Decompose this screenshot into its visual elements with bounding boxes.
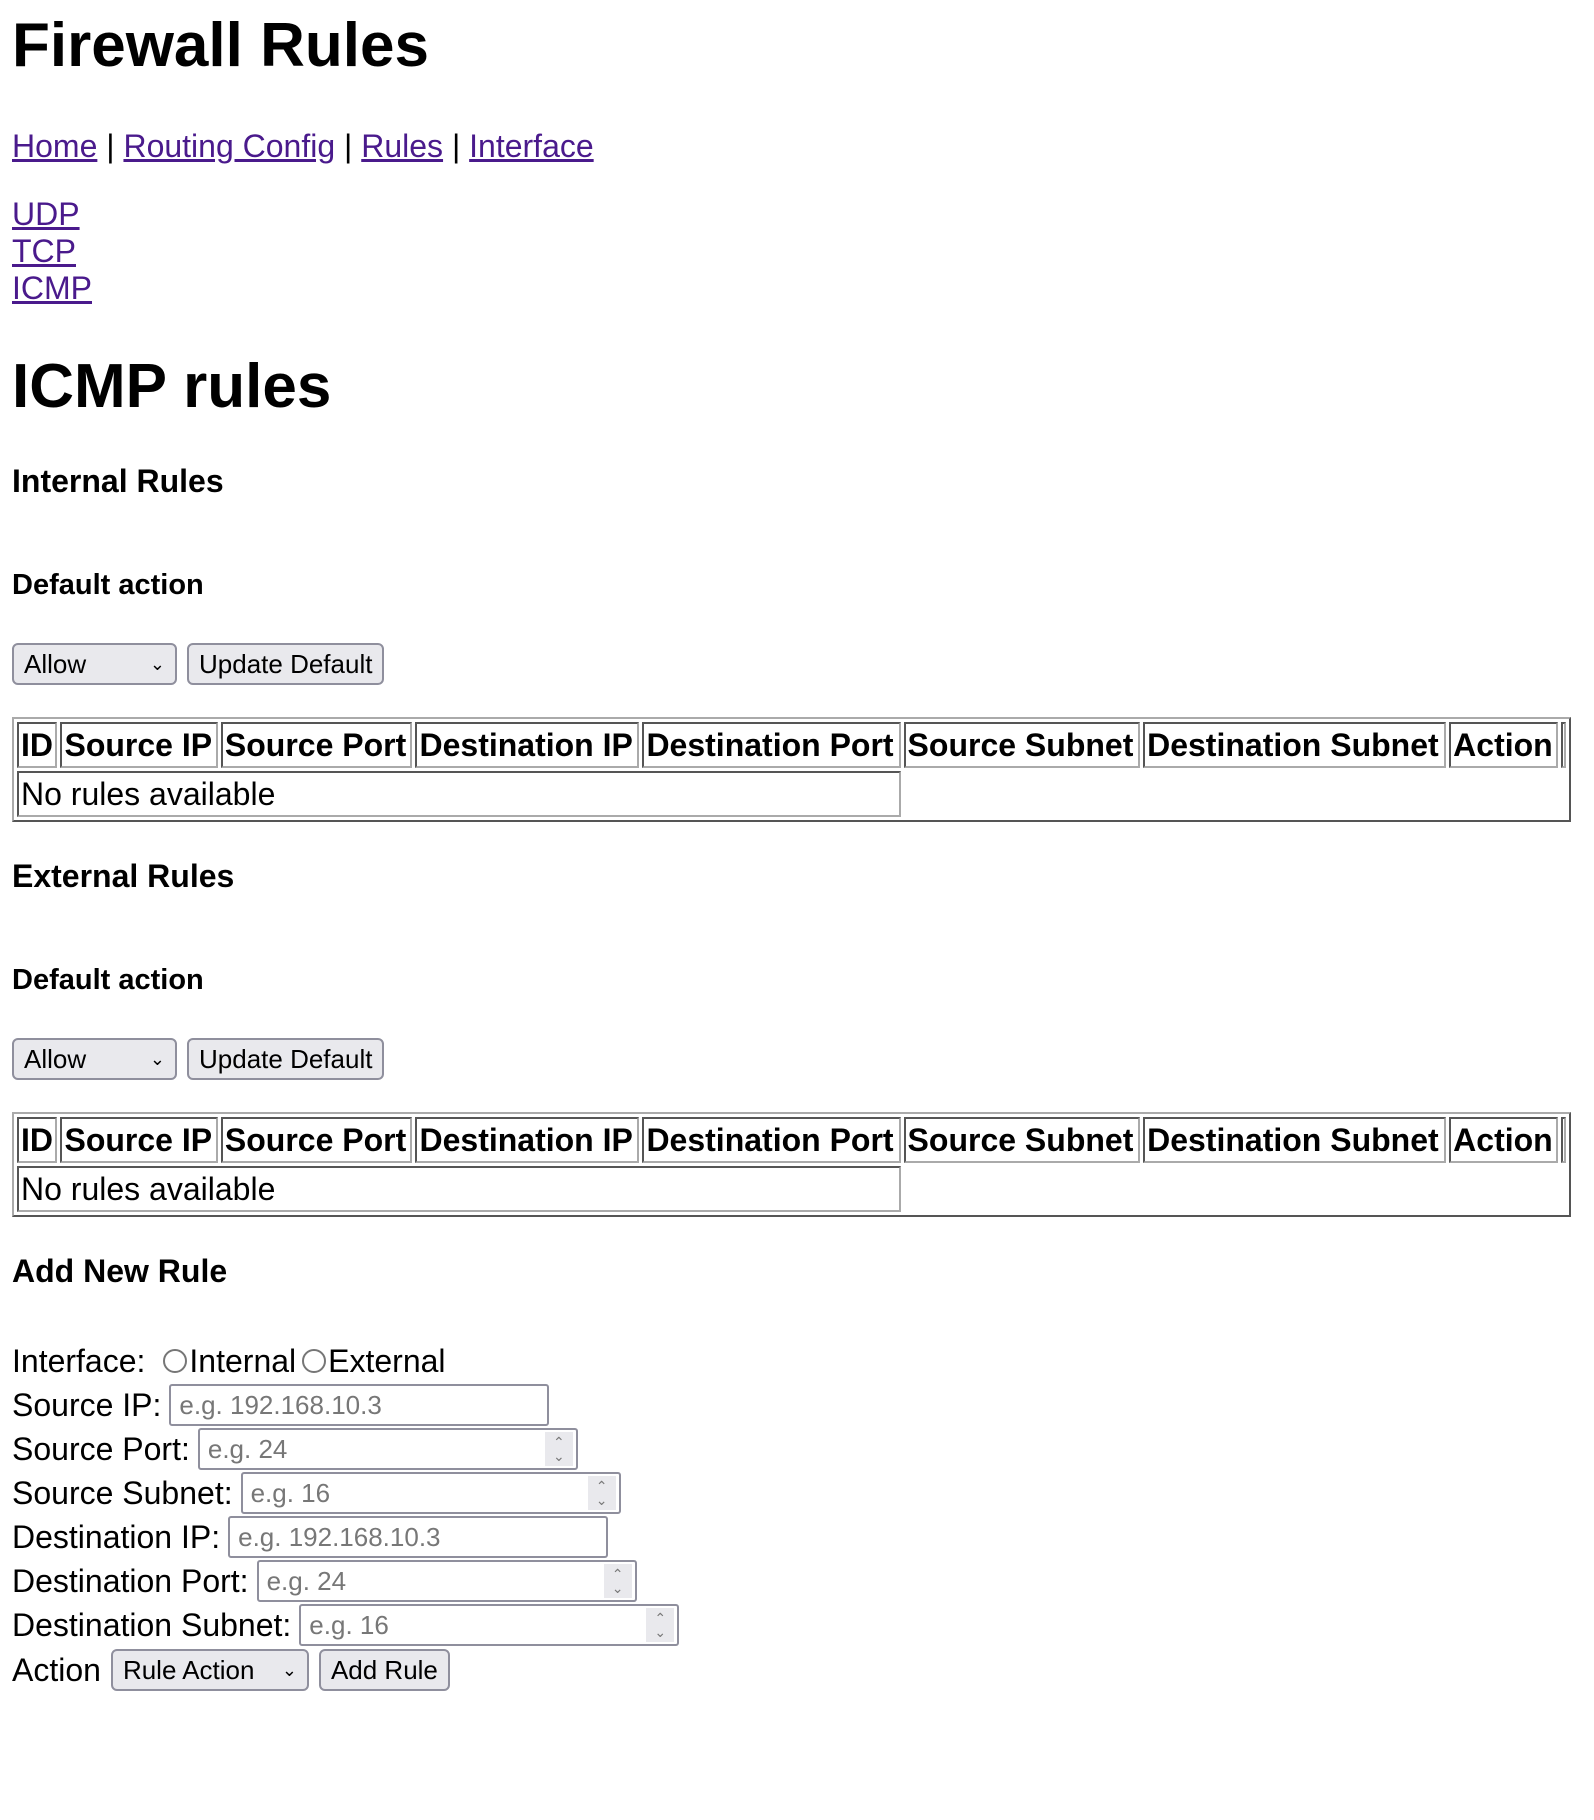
nav-separator: | [451, 128, 461, 164]
select-value: Allow [24, 1043, 87, 1074]
destination-port-input[interactable] [257, 1560, 637, 1602]
table-row [17, 771, 1566, 817]
section-title: ICMP rules [12, 352, 332, 421]
column-header-id: ID [17, 722, 57, 768]
placeholder-text: e.g. 24 [207, 1433, 288, 1464]
column-header-source-ip: Source IP [60, 1117, 217, 1163]
column-header-action: Action [1449, 722, 1558, 768]
interface-external-radio[interactable] [302, 1349, 326, 1373]
add-rule-button[interactable]: Add Rule [319, 1649, 450, 1691]
column-header-source-port: Source Port [221, 1117, 413, 1163]
external-update-default-button[interactable]: Update Default [187, 1038, 384, 1080]
internal-default-action-select[interactable] [12, 643, 177, 685]
destination-ip-label: Destination IP: [12, 1518, 221, 1555]
column-header-source-subnet: Source Subnet [904, 1117, 1141, 1163]
source-ip-row [12, 1383, 1585, 1427]
column-header-destination-subnet: Destination Subnet [1143, 722, 1446, 768]
number-stepper-icon[interactable]: ⌃ ⌄ [588, 1476, 616, 1510]
column-header-id: ID [17, 1117, 57, 1163]
action-row [12, 1647, 1585, 1693]
empty-table-message: No rules available [17, 771, 901, 817]
select-value: Rule Action [122, 1654, 255, 1685]
internal-default-action-label: Default action [12, 569, 204, 601]
internal-rules-table [12, 717, 1571, 822]
source-subnet-row [12, 1471, 1585, 1515]
nav-routing-config-link[interactable]: Routing Config [123, 128, 336, 164]
column-header-source-ip: Source IP [60, 722, 217, 768]
column-header-destination-port: Destination Port [642, 1117, 900, 1163]
internal-rules-heading: Internal Rules [12, 463, 224, 499]
chevron-down-icon: ⌄ [149, 653, 165, 674]
placeholder-text: e.g. 192.168.10.3 [238, 1521, 441, 1552]
interface-label: Interface: [12, 1342, 146, 1379]
column-header-blank [1561, 1117, 1566, 1163]
destination-port-row [12, 1559, 1585, 1603]
protocol-links [12, 196, 1585, 307]
column-header-destination-ip: Destination IP [415, 722, 639, 768]
destination-subnet-input[interactable] [299, 1604, 679, 1646]
placeholder-text: e.g. 16 [309, 1609, 389, 1640]
table-header-row [17, 722, 1566, 768]
chevron-down-icon: ⌄ [281, 1659, 297, 1680]
number-stepper-icon[interactable]: ⌃ ⌄ [604, 1564, 632, 1598]
number-stepper-icon[interactable]: ⌃ ⌄ [646, 1608, 674, 1642]
external-rules-heading: External Rules [12, 858, 235, 894]
external-default-action-label: Default action [12, 964, 204, 996]
interface-row [12, 1339, 1585, 1383]
protocol-tcp-link[interactable]: TCP [12, 233, 76, 269]
external-default-action-row [12, 1038, 1585, 1080]
placeholder-text: e.g. 24 [266, 1565, 347, 1596]
source-port-input[interactable] [198, 1428, 578, 1470]
external-default-action-select[interactable] [12, 1038, 177, 1080]
table-header-row [17, 1117, 1566, 1163]
source-port-row [12, 1427, 1585, 1471]
placeholder-text: e.g. 192.168.10.3 [179, 1389, 382, 1420]
external-rules-table [12, 1112, 1571, 1217]
column-header-destination-port: Destination Port [642, 722, 900, 768]
destination-ip-row [12, 1515, 1585, 1559]
select-value: Allow [24, 648, 87, 679]
interface-internal-label[interactable]: Internal [189, 1342, 297, 1379]
source-port-label: Source Port: [12, 1430, 190, 1467]
destination-subnet-label: Destination Subnet: [12, 1606, 292, 1643]
internal-default-action-row [12, 643, 1585, 685]
number-stepper-icon[interactable]: ⌃ ⌄ [545, 1432, 573, 1466]
nav-separator: | [344, 128, 353, 164]
protocol-icmp-link[interactable]: ICMP [12, 270, 92, 306]
source-subnet-input[interactable] [241, 1472, 621, 1514]
column-header-action: Action [1449, 1117, 1558, 1163]
source-subnet-label: Source Subnet: [12, 1474, 233, 1511]
main-nav [12, 126, 1585, 166]
action-label: Action [12, 1651, 101, 1688]
destination-port-label: Destination Port: [12, 1562, 249, 1599]
rule-action-select[interactable] [111, 1649, 309, 1691]
internal-update-default-button[interactable]: Update Default [187, 643, 384, 685]
placeholder-text: e.g. 16 [250, 1477, 331, 1508]
column-header-blank [1561, 722, 1566, 768]
interface-internal-radio[interactable] [163, 1349, 187, 1373]
chevron-down-icon: ⌄ [149, 1048, 165, 1069]
destination-subnet-row [12, 1603, 1585, 1647]
add-rule-form [12, 1339, 1585, 1693]
interface-external-label[interactable]: External [328, 1342, 446, 1379]
empty-table-message: No rules available [17, 1166, 901, 1212]
column-header-source-port: Source Port [221, 722, 413, 768]
column-header-destination-subnet: Destination Subnet [1143, 1117, 1446, 1163]
page-title: Firewall Rules [12, 11, 429, 80]
source-ip-label: Source IP: [12, 1386, 162, 1423]
nav-interface-link[interactable]: Interface [469, 128, 594, 164]
column-header-destination-ip: Destination IP [415, 1117, 639, 1163]
protocol-udp-link[interactable]: UDP [12, 196, 80, 232]
nav-rules-link[interactable]: Rules [361, 128, 444, 164]
destination-ip-input[interactable] [228, 1516, 608, 1558]
add-rule-heading: Add New Rule [12, 1253, 228, 1289]
table-row [17, 1166, 1566, 1212]
column-header-source-subnet: Source Subnet [904, 722, 1141, 768]
nav-home-link[interactable]: Home [12, 128, 98, 164]
source-ip-input[interactable] [169, 1384, 549, 1426]
nav-separator: | [106, 128, 115, 164]
